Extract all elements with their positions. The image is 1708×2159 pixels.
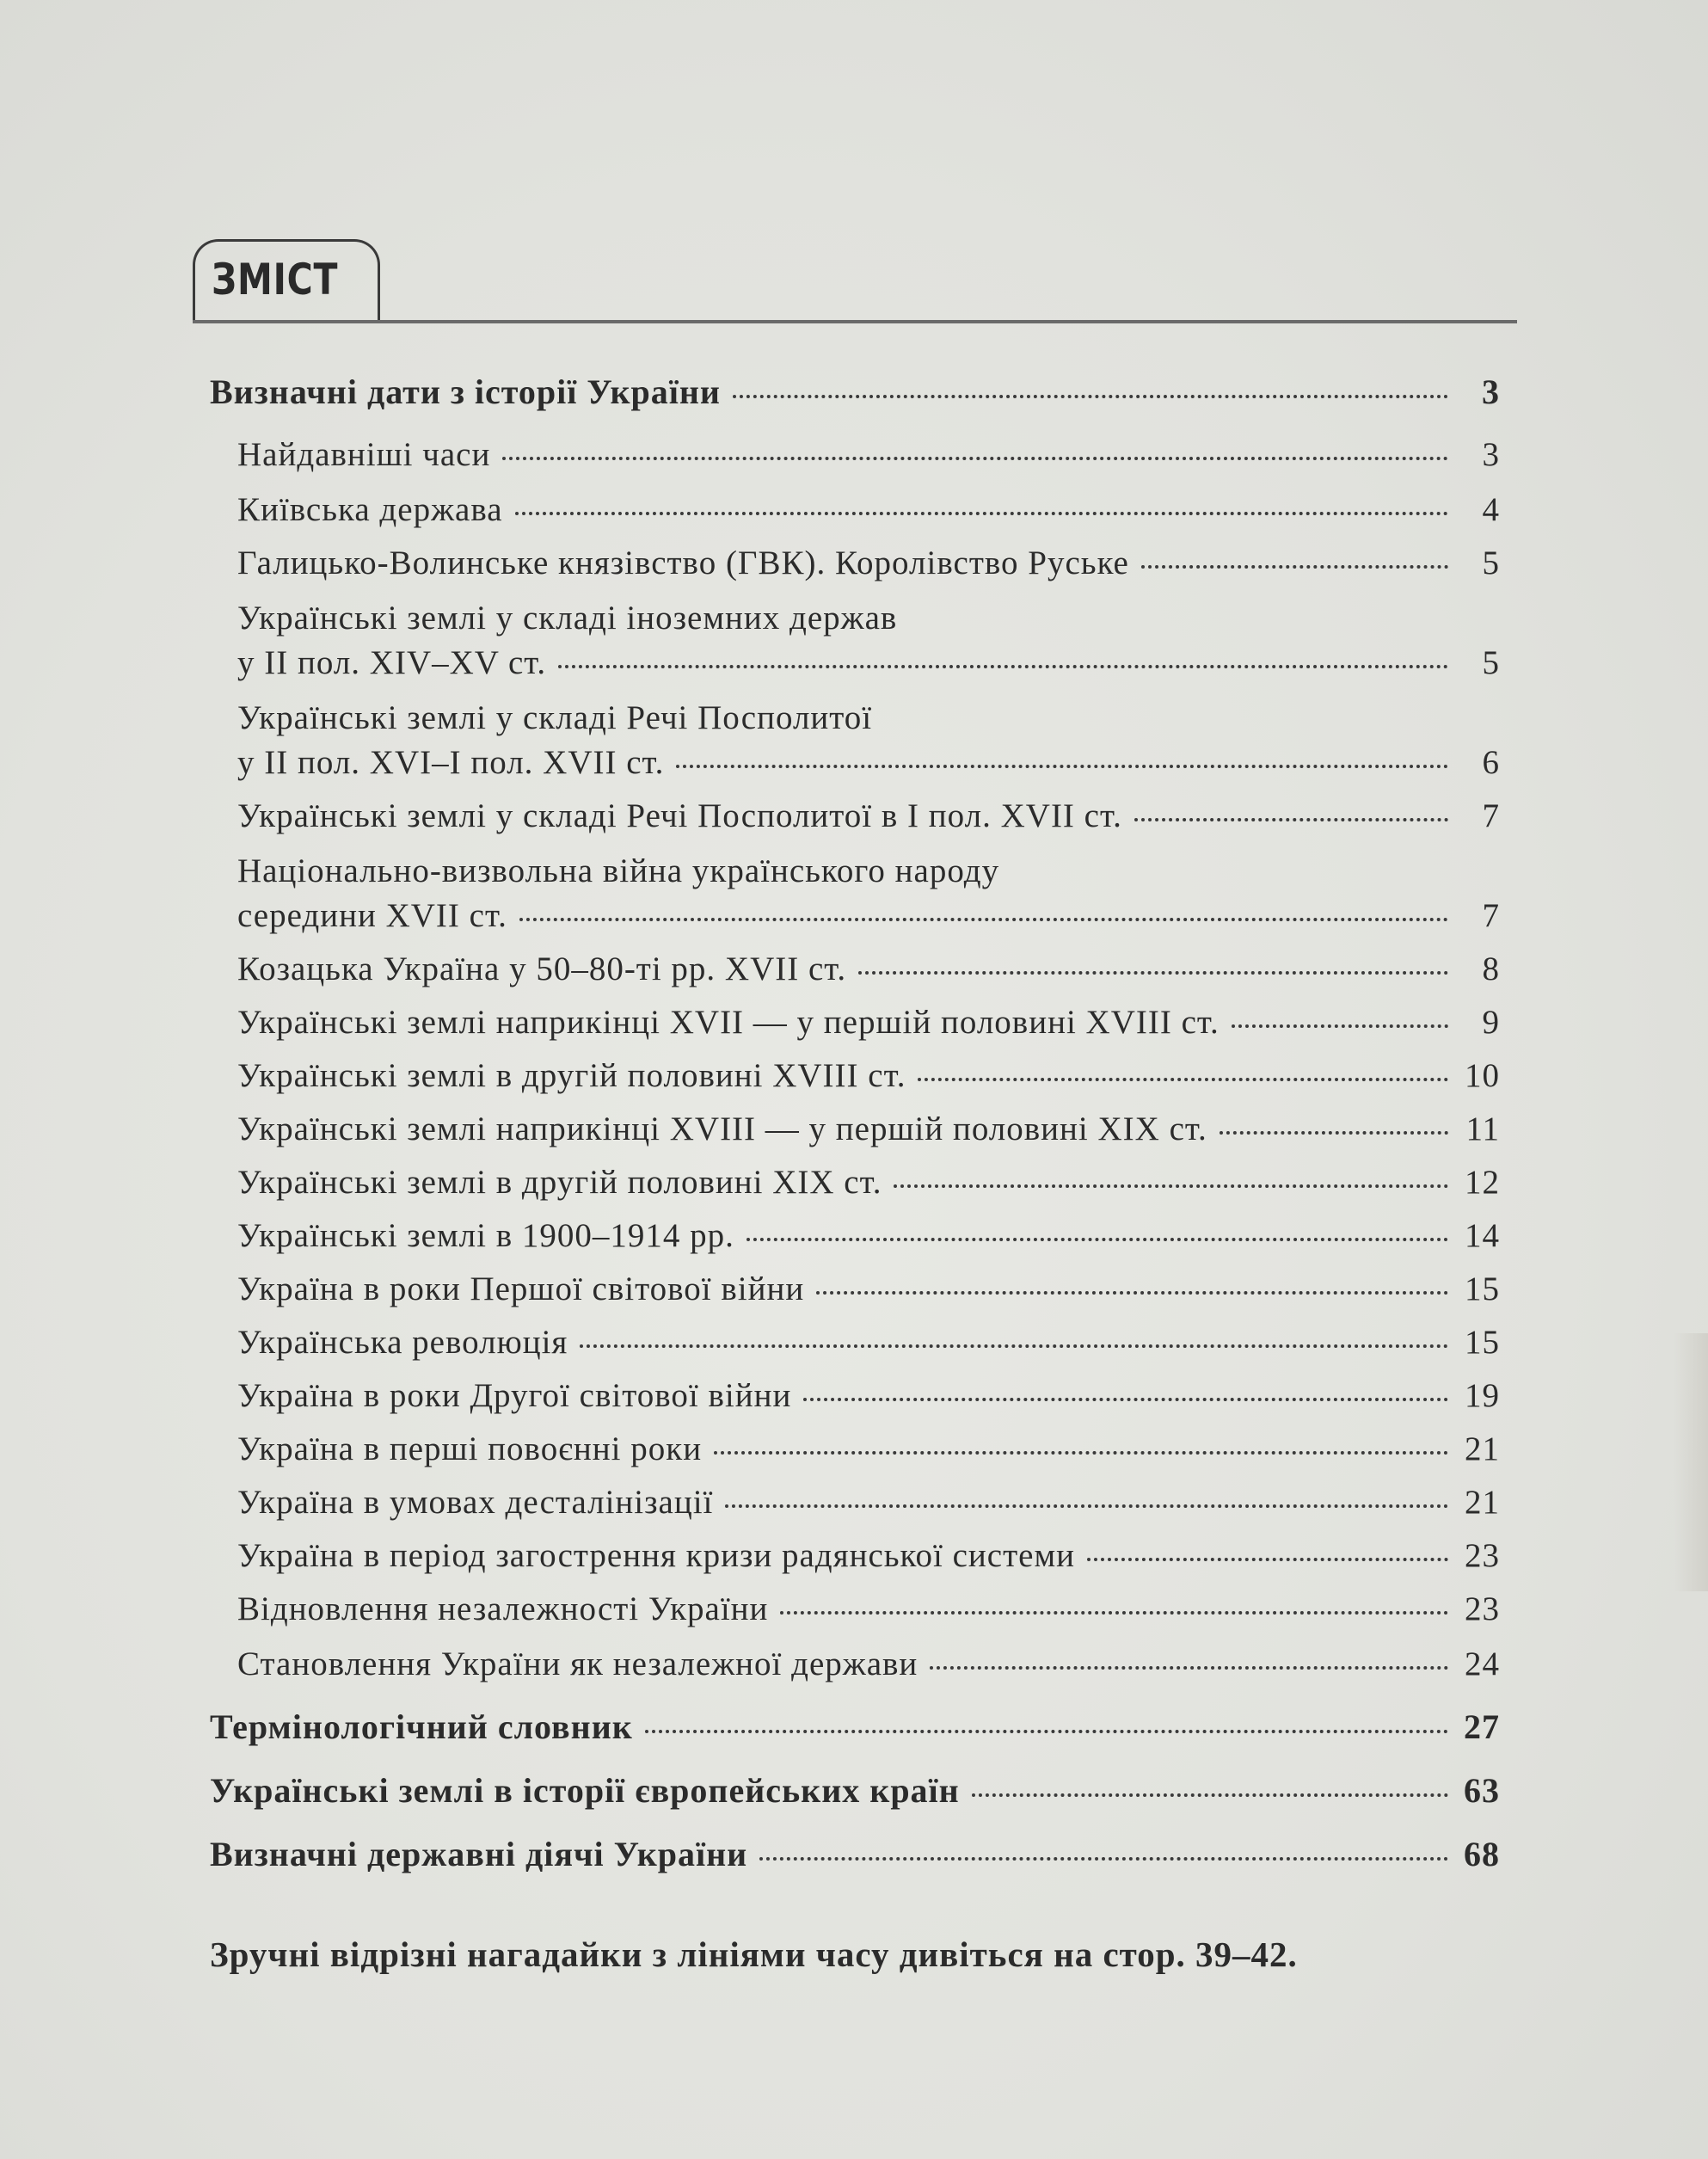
- leader-dots: [519, 918, 1448, 921]
- toc-entry: [237, 896, 1500, 935]
- toc-entry: [237, 1163, 1500, 1202]
- toc-entry-title: Україна в період загострення кризи радянської системи: [237, 1537, 1075, 1574]
- toc-entry-page: 15: [1465, 1324, 1500, 1361]
- heading-underline: [193, 320, 1517, 323]
- leader-dots: [858, 971, 1448, 975]
- leader-dots: [918, 1078, 1448, 1081]
- toc-entry: [237, 1376, 1500, 1415]
- page-shadow: [1674, 1333, 1708, 1591]
- toc-entry-title: Найдавніші часи: [237, 436, 491, 473]
- toc-entry-page: 4: [1482, 491, 1500, 528]
- toc-entry-page: 9: [1482, 1004, 1500, 1041]
- toc-entry-title: Українські землі наприкінці XVII — у першій половині XVIII ст.: [237, 1004, 1220, 1041]
- toc-entry-title-line1: Українські землі у складі іноземних держав: [237, 600, 898, 637]
- leader-dots: [1141, 565, 1448, 569]
- toc-entry: [237, 1645, 1500, 1683]
- toc-entry-page: 8: [1482, 950, 1500, 987]
- toc-entry: [210, 372, 1500, 412]
- leader-dots: [714, 1451, 1448, 1455]
- toc-entry-title: Українські землі в 1900–1914 рр.: [237, 1217, 734, 1254]
- leader-dots: [725, 1504, 1448, 1508]
- toc-entry-title: у ІІ пол. XIV–XV ст.: [237, 644, 547, 681]
- toc-entry-page: 23: [1465, 1537, 1500, 1574]
- toc-entry: [210, 1834, 1500, 1874]
- leader-dots: [502, 457, 1448, 460]
- toc-entry-title: Українські землі наприкінці XVIII — у першій половині XIX ст.: [237, 1110, 1207, 1147]
- toc-entry-page: 63: [1464, 1771, 1500, 1810]
- toc-entry-page: 3: [1482, 372, 1500, 411]
- toc-entry: [237, 1110, 1500, 1148]
- toc-entry-title: у ІІ пол. XVI–І пол. XVII ст.: [237, 744, 665, 781]
- toc-entry: [237, 544, 1500, 582]
- toc-entry: [237, 1430, 1500, 1468]
- toc-entry: [237, 1323, 1500, 1362]
- toc-entry-title: Українські землі в другій половині XIX ст.: [237, 1164, 882, 1201]
- toc-entry-page: 68: [1464, 1835, 1500, 1873]
- leader-dots: [816, 1291, 1448, 1295]
- toc-entry: [237, 1003, 1500, 1042]
- toc-entry: [237, 490, 1500, 529]
- toc-entry: [210, 1770, 1500, 1811]
- toc-entry: [210, 1707, 1500, 1747]
- toc-entry-page: 21: [1465, 1484, 1500, 1521]
- leader-dots: [1232, 1024, 1448, 1028]
- leader-dots: [930, 1666, 1448, 1670]
- toc-entry: [237, 1056, 1500, 1095]
- toc-entry-title: Україна в роки Першої світової війни: [237, 1270, 805, 1307]
- toc-entry-page: 7: [1482, 797, 1500, 834]
- toc-entry-title: Галицько-Волинське князівство (ГВК). Королівство Руське: [237, 544, 1129, 581]
- leader-dots: [1134, 818, 1448, 821]
- toc-entry-page: 27: [1464, 1707, 1500, 1746]
- toc-entry-title: Українська революція: [237, 1324, 568, 1361]
- toc-entry-title: Термінологічний словник: [210, 1707, 633, 1746]
- footnote: Зручні відрізні нагадайки з лініями часу дивіться на стор. 39–42.: [210, 1934, 1298, 1974]
- leader-dots: [580, 1344, 1448, 1348]
- leader-dots: [972, 1793, 1448, 1797]
- leader-dots: [746, 1238, 1448, 1241]
- leader-dots: [515, 512, 1448, 515]
- leader-dots: [803, 1398, 1448, 1401]
- leader-dots: [759, 1857, 1448, 1861]
- leader-dots: [645, 1730, 1448, 1733]
- toc-entry-title: Українські землі в другій половині XVIII ст.: [237, 1057, 906, 1094]
- toc-entry-title: середини XVII ст.: [237, 897, 507, 934]
- toc-entry-page: 6: [1482, 744, 1500, 781]
- toc-entry: [237, 1536, 1500, 1575]
- leader-dots: [894, 1184, 1448, 1188]
- leader-dots: [733, 395, 1448, 398]
- toc-entry-page: 14: [1465, 1217, 1500, 1254]
- toc-entry-page: 21: [1465, 1430, 1500, 1467]
- toc-entry: [237, 743, 1500, 782]
- toc-entry-page: 23: [1465, 1590, 1500, 1627]
- toc-entry-title: Київська держава: [237, 491, 503, 528]
- toc-entry-title: Становлення України як незалежної держави: [237, 1645, 919, 1682]
- toc-entry-title: Україна в умовах десталінізації: [237, 1484, 714, 1521]
- toc-entry: [237, 1483, 1500, 1522]
- toc-entry-page: 7: [1482, 897, 1500, 934]
- toc-entry-page: 15: [1465, 1270, 1500, 1307]
- toc-entry-title: Козацька Україна у 50–80-ті рр. XVII ст.: [237, 950, 847, 987]
- toc-entry-page: 24: [1465, 1645, 1500, 1682]
- toc-entry: [237, 797, 1500, 835]
- toc-entry-page: 12: [1465, 1164, 1500, 1201]
- toc-entry-title: Українські землі в історії європейських країн: [210, 1771, 960, 1810]
- toc-entry-title: Україна в роки Другої світової війни: [237, 1377, 792, 1414]
- leader-dots: [1087, 1558, 1448, 1561]
- toc-entry-title: Українські землі у складі Речі Посполитої в І пол. XVII ст.: [237, 797, 1122, 834]
- toc-entry: [237, 1270, 1500, 1308]
- toc-entry-title: Визначні дати з історії України: [210, 372, 721, 411]
- toc-entry: [237, 643, 1500, 682]
- toc-entry-page: 10: [1465, 1057, 1500, 1094]
- toc-entry: [237, 435, 1500, 474]
- toc-entry-title: Україна в перші повоєнні роки: [237, 1430, 703, 1467]
- toc-entry-title: Визначні державні діячі України: [210, 1835, 748, 1873]
- toc-entry-page: 11: [1465, 1110, 1500, 1147]
- toc-entry-page: 5: [1482, 544, 1500, 581]
- toc-entry: [237, 1216, 1500, 1255]
- toc-entry-title-line1: Національно-визвольна війна українського народу: [237, 852, 1000, 889]
- toc-entry: [237, 1590, 1500, 1628]
- toc-entry-page: 5: [1482, 644, 1500, 681]
- toc-entry: [237, 950, 1500, 988]
- leader-dots: [780, 1611, 1448, 1615]
- toc-entry-title: Відновлення незалежності України: [237, 1590, 769, 1627]
- toc-entry-page: 3: [1482, 436, 1500, 473]
- leader-dots: [676, 765, 1448, 768]
- page-title: ЗМІСТ: [212, 255, 339, 304]
- toc-entry-title-line1: Українські землі у складі Речі Посполитої: [237, 699, 873, 736]
- leader-dots: [558, 665, 1448, 668]
- leader-dots: [1220, 1131, 1448, 1135]
- toc-entry-page: 19: [1465, 1377, 1500, 1414]
